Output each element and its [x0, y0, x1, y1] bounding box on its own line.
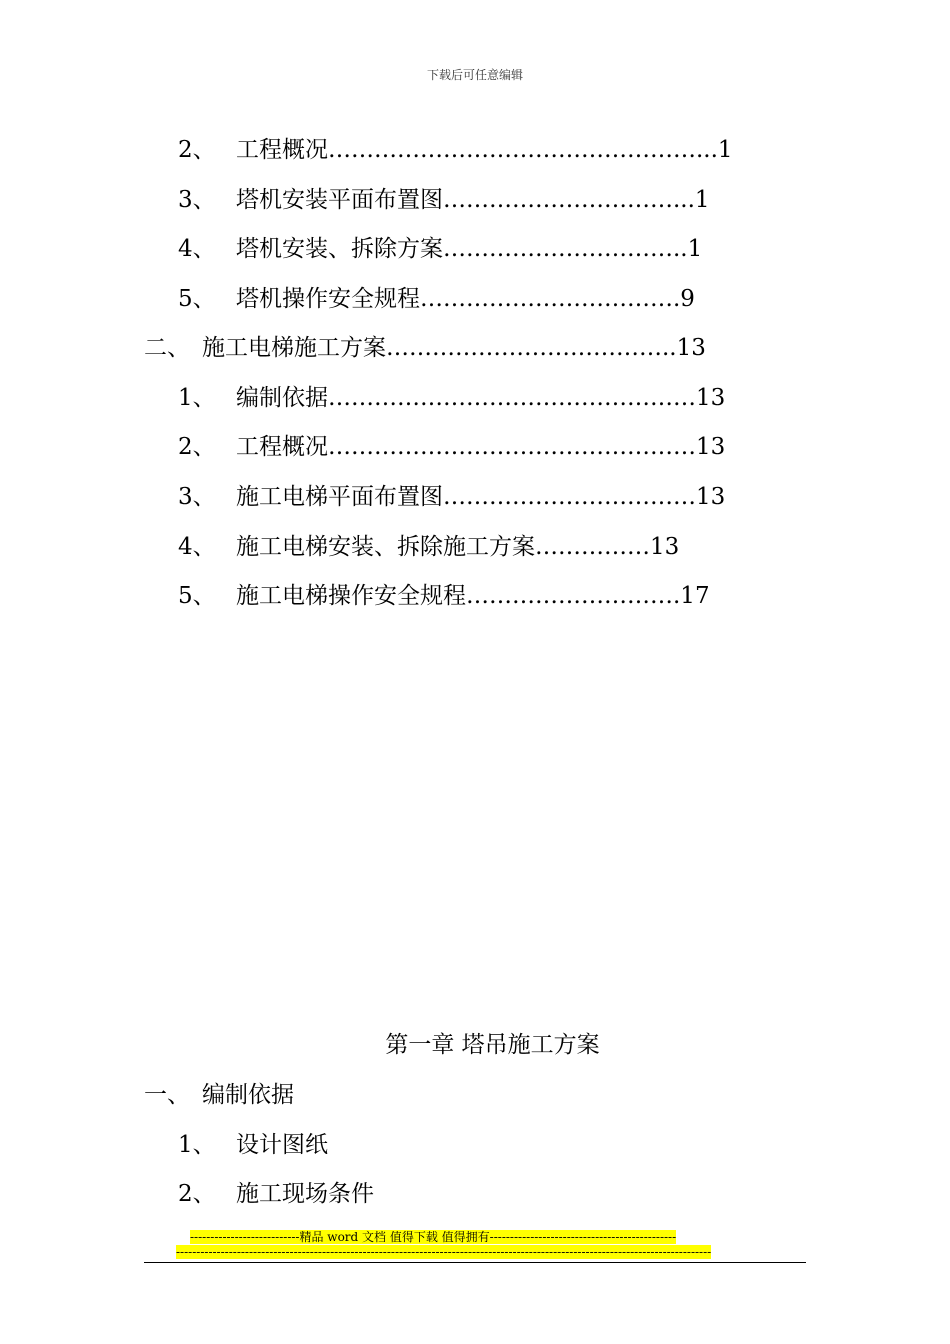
toc-entry [178, 531, 679, 563]
toc-entry-number: 1、 [178, 385, 216, 411]
toc-entry-text: 塔机安装、拆除方案…………………………..1 [236, 236, 703, 262]
toc-entry-text: 施工电梯安装、拆除施工方案……………13 [236, 534, 680, 560]
list-item [178, 1178, 374, 1210]
list-item-text: 设计图纸 [236, 1132, 328, 1158]
toc-entry-number: 5、 [178, 286, 216, 312]
section-number: 一、 [144, 1082, 190, 1108]
toc-entry [178, 283, 695, 315]
header-note: 下载后可任意编辑 [426, 68, 523, 82]
toc-entry-number: 4、 [178, 534, 216, 560]
list-item-number: 2、 [178, 1181, 216, 1207]
toc-entry [178, 382, 725, 414]
toc-entry-text: 施工电梯施工方案………………………………..13 [202, 335, 706, 361]
section-text: 编制依据 [202, 1082, 294, 1108]
list-item-text: 施工现场条件 [236, 1181, 374, 1207]
chapter-title: 第一章 塔吊施工方案 [385, 1032, 600, 1058]
toc-entry [178, 431, 725, 463]
toc-entry [178, 134, 733, 166]
toc-entry-number: 5、 [178, 583, 216, 609]
footer-banner-line [176, 1245, 774, 1260]
toc-entry-number: 2、 [178, 434, 216, 460]
footer-banner-dashes: ------------------------------------------------------------------------------------------------------------------------------------ [176, 1245, 712, 1259]
list-item-number: 1、 [178, 1132, 216, 1158]
toc-entry-number: 3、 [178, 187, 216, 213]
toc-entry-text: 编制依据…………………………………………13 [236, 385, 726, 411]
toc-entry-number: 4、 [178, 236, 216, 262]
toc-entry-number: 2、 [178, 137, 216, 163]
toc-entry [178, 184, 710, 216]
toc-entry-text: 工程概况…………………………………………13 [236, 434, 726, 460]
toc-entry-text: 塔机操作安全规程…………………………….9 [236, 286, 695, 312]
toc-entry [178, 481, 725, 513]
toc-entry-text: 工程概况…………………………………………...1 [236, 137, 733, 163]
toc-entry-text: 塔机安装平面布置图…………………………...1 [236, 187, 710, 213]
toc-entry-text: 施工电梯操作安全规程……………………….17 [236, 583, 710, 609]
footer-divider [144, 1262, 806, 1263]
toc-entry [178, 580, 710, 612]
toc-entry-number: 3、 [178, 484, 216, 510]
toc-entry [178, 233, 702, 265]
toc-entry-number: 二、 [144, 335, 190, 361]
toc-entry [144, 332, 706, 364]
list-item [178, 1129, 328, 1161]
footer-banner-line [190, 1230, 760, 1245]
toc-entry-text: 施工电梯平面布置图……………………………13 [236, 484, 726, 510]
section-heading [144, 1079, 294, 1111]
footer-banner-text: ---------------------------精品 word 文档 值得下载 值得拥有---------------------------------------------- [190, 1230, 677, 1244]
